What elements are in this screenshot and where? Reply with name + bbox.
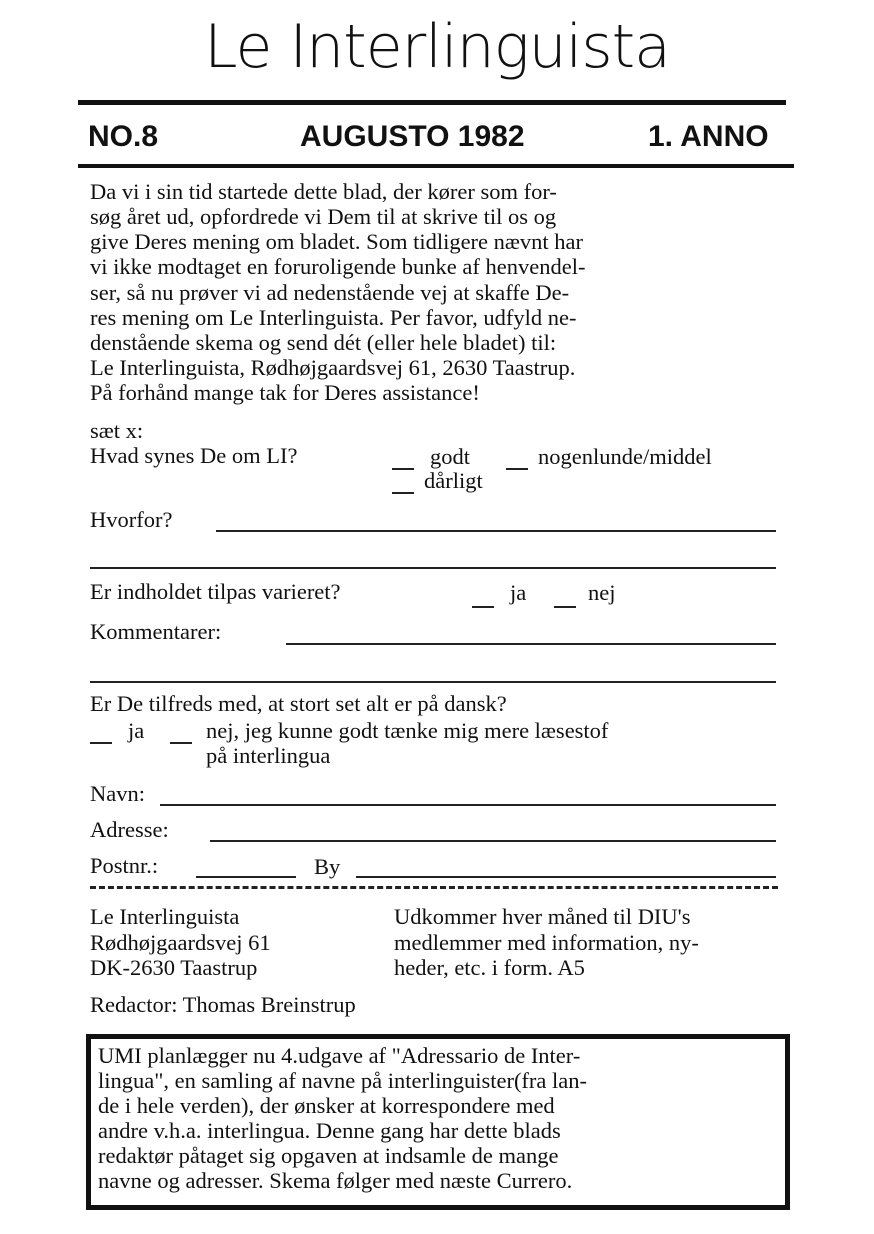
rating-good-label: godt [430,444,471,469]
colophon-info-line: Udkommer hver måned til DIU's [394,904,691,929]
intro-line: denstående skema og send dét (eller hele bladet) til: [90,330,557,355]
intro-line: give Deres mening om bladet. Som tidligere nævnt har [90,229,584,254]
variety-yes-label: ja [510,580,527,605]
notice-line: redaktør påtaget sig opgaven at indsamle de mange [98,1143,559,1168]
address-field[interactable] [210,840,776,842]
name-label: Navn: [90,781,145,806]
masthead-rule-bottom [78,164,794,168]
question-rating-label: Hvad synes De om LI? [90,443,298,468]
why-field[interactable] [216,530,776,532]
comments-field-line2[interactable] [90,681,776,683]
intro-line: ser, så nu prøver vi ad nedenstående vej at skaffe De- [90,280,570,305]
intro-line: På forhånd mange tak for Deres assistance! [90,380,480,405]
rating-medium-checkbox[interactable] [506,468,528,470]
masthead-rule-top [78,100,786,105]
zip-field[interactable] [196,876,296,878]
notice-line: de i hele verden), der ønsker at korrespondere med [98,1093,555,1118]
intro-line: res mening om Le Interlinguista. Per favor, udfyld ne- [90,305,577,330]
variety-no-label: nej [588,580,616,605]
language-yes-label: ja [128,718,145,743]
rating-medium-label: nogenlunde/middel [538,444,712,469]
variety-no-checkbox[interactable] [554,606,576,608]
address-label: Adresse: [90,817,169,842]
colophon-address-line: DK-2630 Taastrup [90,955,258,980]
language-no-checkbox[interactable] [170,742,192,744]
notice-line: navne og adresser. Skema følger med næste Currero. [98,1168,573,1193]
intro-line: vi ikke modtaget en foruroligende bunke af henvendel- [90,254,586,279]
city-label: By [314,854,341,879]
language-no-label: nej, jeg kunne godt tænke mig mere læsestof [206,718,609,743]
language-yes-checkbox[interactable] [90,742,112,744]
rating-bad-checkbox[interactable] [392,492,414,494]
why-label: Hvorfor? [90,507,173,532]
colophon-info-line: medlemmer med information, ny- [394,930,699,955]
colophon-address-line: Rødhøjgaardsvej 61 [90,930,271,955]
city-field[interactable] [356,876,776,878]
name-field[interactable] [160,804,776,806]
cut-line [90,886,778,889]
intro-line: Le Interlinguista, Rødhøjgaardsvej 61, 2630 Taastrup. [90,355,576,380]
colophon-address-line: Le Interlinguista [90,904,240,929]
variety-yes-checkbox[interactable] [472,606,494,608]
intro-line: søg året ud, opfordrede vi Dem til at skrive til os og [90,204,557,229]
why-field-line2[interactable] [90,567,776,569]
issue-number: NO.8 [88,120,159,153]
rating-good-checkbox[interactable] [392,468,414,470]
zip-label: Postnr.: [90,853,159,878]
notice-line: UMI planlægger nu 4.udgave af "Adressario de Inter- [98,1043,581,1068]
masthead-title: Le Interlinguista [204,12,670,82]
comments-label: Kommentarer: [90,619,222,644]
intro-line: Da vi i sin tid startede dette blad, der kører som for- [90,179,557,204]
question-language-label: Er De tilfreds med, at stort set alt er på dansk? [90,691,507,716]
volume-number: 1. ANNO [648,120,769,153]
form-instruction: sæt x: [90,418,144,443]
notice-line: andre v.h.a. interlingua. Denne gang har dette blads [98,1118,561,1143]
colophon-info-line: heder, etc. i form. A5 [394,955,585,980]
issue-date: AUGUSTO 1982 [300,120,525,153]
notice-line: lingua", en samling af navne på interlinguister(fra lan- [98,1068,588,1093]
editor-credit: Redactor: Thomas Breinstrup [90,992,356,1017]
comments-field[interactable] [286,643,776,645]
question-variety-label: Er indholdet tilpas varieret? [90,579,341,604]
language-no-label-cont: på interlingua [206,743,331,768]
rating-bad-label: dårligt [424,468,483,493]
